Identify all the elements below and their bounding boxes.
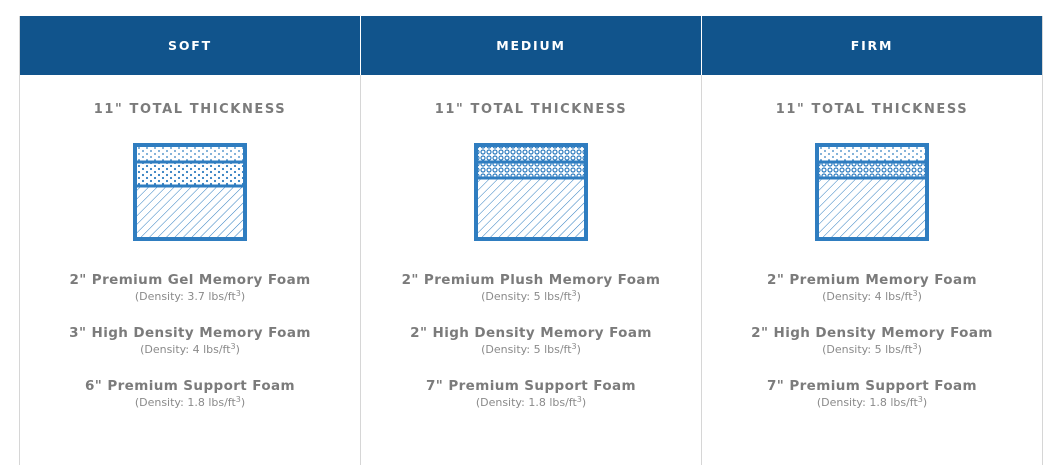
mattress-layers-diagram: [133, 143, 247, 241]
layer-name: 3" High Density Memory Foam: [69, 325, 311, 341]
column-heading: SOFT: [20, 16, 360, 75]
layer-item: [702, 324, 1042, 357]
layer-name: 2" Premium Gel Memory Foam: [69, 272, 311, 288]
column-heading: MEDIUM: [360, 16, 701, 75]
column-soft: [20, 16, 360, 465]
layer-density: (Density: 3.7 lbs/$ft^3$): [134, 289, 246, 303]
column-medium: [360, 16, 701, 465]
layer-density: (Density: 4 lbs/$ft^3$): [140, 342, 240, 356]
layer-density: (Density: 5 lbs/$ft^3$): [822, 342, 922, 356]
layer-density: (Density: 5 lbs/$ft^3$): [481, 289, 581, 303]
layer-list: [702, 271, 1042, 410]
layer-name: 2" Premium Plush Memory Foam: [401, 272, 661, 288]
layer-name: 7" Premium Support Foam: [767, 378, 977, 394]
layer-item: [702, 271, 1042, 304]
layer-density: (Density: 1.8 lbs/$ft^3$): [816, 395, 928, 409]
total-thickness-label: 11" TOTAL THICKNESS: [93, 102, 287, 117]
layer-density: (Density: 5 lbs/$ft^3$): [481, 342, 581, 356]
layer-item: [361, 271, 701, 304]
layer-density: (Density: 1.8 lbs/$ft^3$): [475, 395, 587, 409]
layer-density: (Density: 4 lbs/$ft^3$): [822, 289, 922, 303]
mattress-layers-diagram: [474, 143, 588, 241]
layer-name: 2" High Density Memory Foam: [410, 325, 652, 341]
layer-name: 7" Premium Support Foam: [426, 378, 636, 394]
column-firm: [701, 16, 1042, 465]
layer-item: [702, 377, 1042, 410]
layer-item: [361, 377, 701, 410]
layer-name: 2" Premium Memory Foam: [767, 272, 977, 288]
column-heading: FIRM: [701, 16, 1042, 75]
layer-density: (Density: 1.8 lbs/$ft^3$): [134, 395, 246, 409]
layer-list: [361, 271, 701, 410]
layer-item: [20, 271, 360, 304]
mattress-layers-diagram: [815, 143, 929, 241]
total-thickness-label: 11" TOTAL THICKNESS: [434, 102, 628, 117]
layer-item: [361, 324, 701, 357]
layer-item: [20, 324, 360, 357]
layer-name: 2" High Density Memory Foam: [751, 325, 993, 341]
layer-name: 6" Premium Support Foam: [85, 378, 295, 394]
layer-list: [20, 271, 360, 410]
layer-item: [20, 377, 360, 410]
total-thickness-label: 11" TOTAL THICKNESS: [775, 102, 969, 117]
firmness-comparison-table: [19, 16, 1043, 465]
